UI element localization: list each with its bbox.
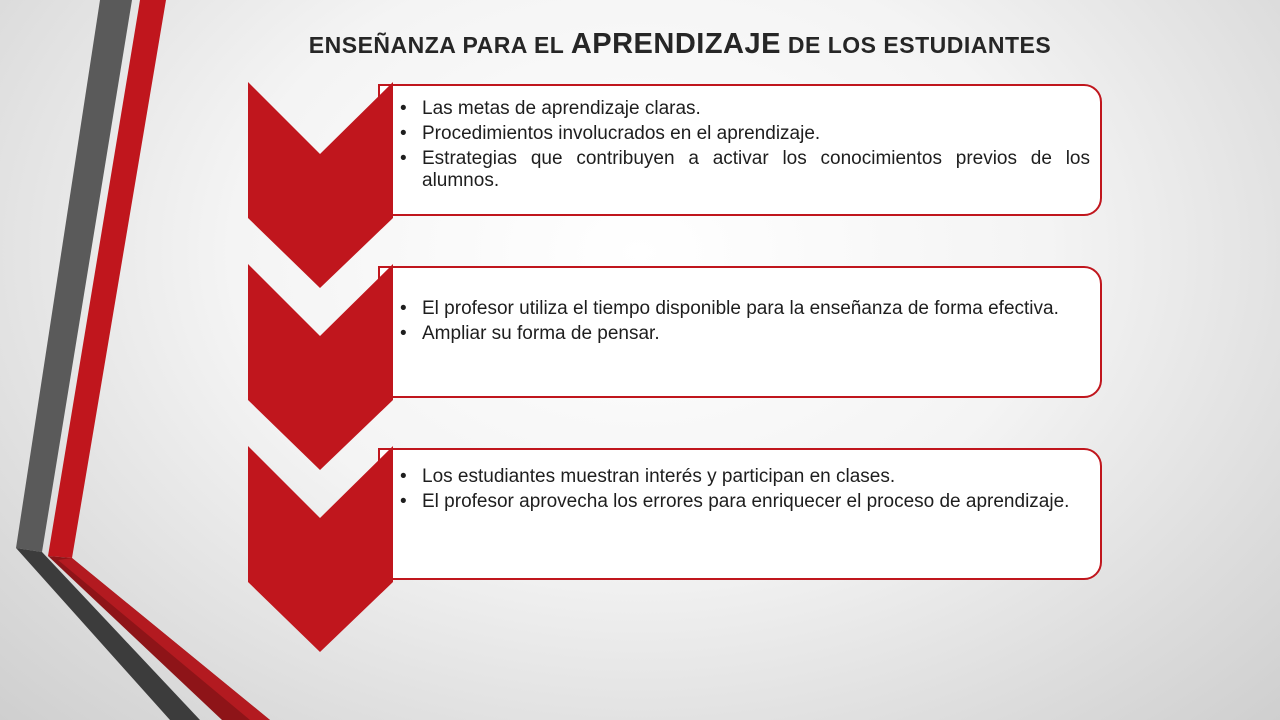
- step-2-bullets: [400, 298, 1090, 348]
- step-3-bullets: [400, 466, 1090, 516]
- bullet-item: • Procedimientos involucrados en el aprendizaje.: [400, 123, 1090, 145]
- step-3-chevron-arrow: [248, 446, 393, 656]
- title-part-2: APRENDIZAJE: [570, 28, 781, 60]
- bullet-item: • Las metas de aprendizaje claras.: [400, 98, 1090, 120]
- bullet-item: • El profesor aprovecha los errores para enriquecer el proceso de aprendizaje.: [400, 491, 1090, 513]
- bullet-item: • Ampliar su forma de pensar.: [400, 323, 1090, 345]
- step-1-chevron-arrow: [248, 82, 393, 292]
- bullet-item: • El profesor utiliza el tiempo disponible para la enseñanza de forma efectiva.: [400, 298, 1090, 320]
- process-step-3: [248, 446, 1102, 656]
- process-step-1: [248, 82, 1102, 292]
- bullet-item: • Los estudiantes muestran interés y participan en clases.: [400, 466, 1090, 488]
- step-2-chevron-arrow: [248, 264, 393, 474]
- title-part-1: ENSEÑANZA PARA EL: [308, 32, 571, 58]
- bullet-item: • Estrategias que contribuyen a activar los conocimientos previos de los alumnos.: [400, 148, 1090, 192]
- step-1-bullets: [400, 98, 1090, 195]
- step-3-content-box: [378, 448, 1102, 580]
- step-2-content-box: [378, 266, 1102, 398]
- process-step-2: [248, 264, 1102, 474]
- gray-stripe-lower: [16, 548, 200, 720]
- step-1-content-box: [378, 84, 1102, 216]
- slide-title: [0, 28, 1280, 61]
- title-part-3: DE LOS ESTUDIANTES: [780, 32, 1052, 58]
